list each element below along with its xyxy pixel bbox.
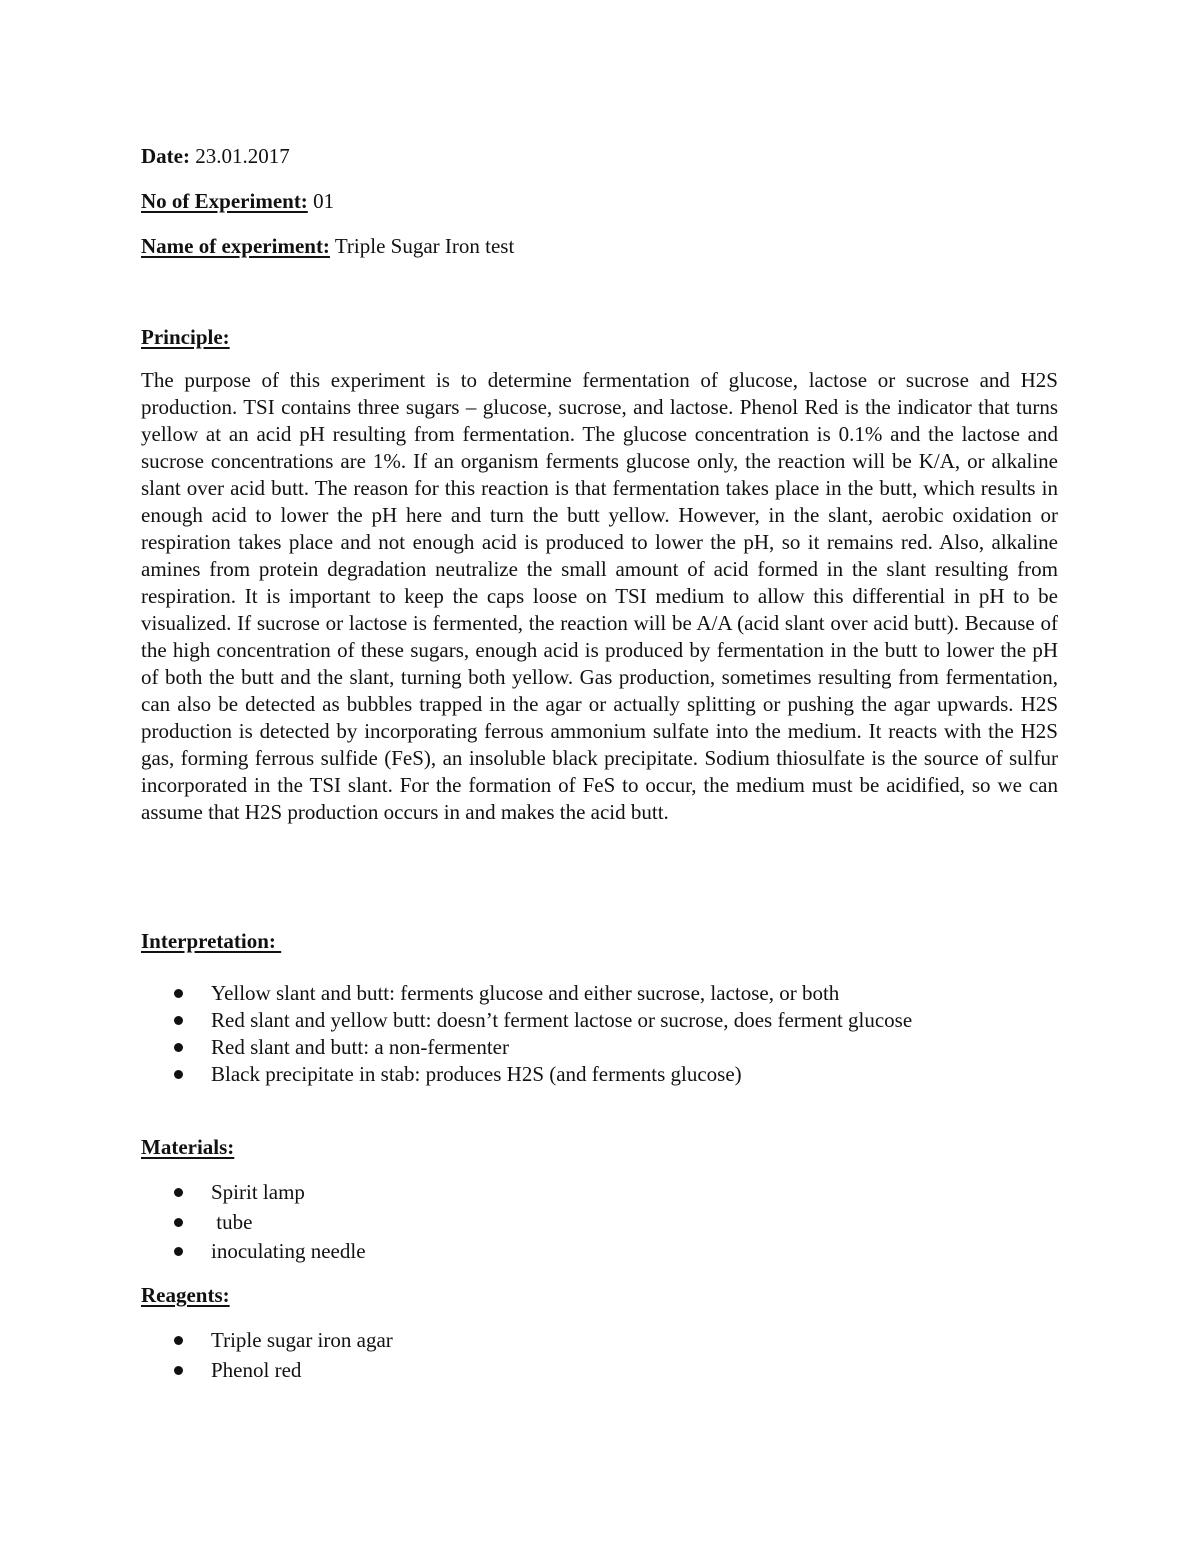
list-item: Phenol red [141, 1356, 393, 1386]
bullet-icon [174, 1336, 183, 1345]
experiment-name-line [141, 233, 514, 259]
bullet-icon [174, 989, 183, 998]
list-item: tube [141, 1208, 366, 1238]
interpretation-heading: Interpretation: [141, 929, 282, 953]
bullet-icon [174, 1043, 183, 1052]
bullet-icon [174, 1016, 183, 1025]
list-item: Red slant and yellow butt: doesn’t ferment lactose or sucrose, does ferment glucose [141, 1007, 912, 1034]
principle-paragraph: The purpose of this experiment is to determine fermentation of glucose, lactose or sucrose and H2S production. TSI contains three sugars – glucose, sucrose, and lactose. Phenol Red is the indicator that turns yellow at an acid pH resulting from fermentation. The glucose concentration is 0.1% and the lactose and sucrose concentrations are 1%. If an organism ferments glucose only, the reaction will be K/A, or alkaline slant over acid butt. The reason for this reaction is that fermentation takes place in the butt, which results in enough acid to lower the pH here and turn the butt yellow. However, in the slant, aerobic oxidation or respiration takes place and not enough acid is produced to lower the pH, so it remains red. Also, alkaline amines from protein degradation neutralize the small amount of acid formed in the slant resulting from respiration. It is important to keep the caps loose on TSI medium to allow this differential in pH to be visualized. If sucrose or lactose is fermented, the reaction will be A/A (acid slant over acid butt). Because of the high concentration of these sugars, enough acid is produced by fermentation in the butt to lower the pH of both the butt and the slant, turning both yellow. Gas production, sometimes resulting from fermentation, can also be detected as bubbles trapped in the agar or actually splitting or pushing the agar upwards. H2S production is detected by incorporating ferrous ammonium sulfate into the medium. It reacts with the H2S gas, forming ferrous sulfide (FeS), an insoluble black precipitate. Sodium thiosulfate is the source of sulfur incorporated in the TSI slant. For the formation of FeS to occur, the medium must be acidified, so we can assume that H2S production occurs in and makes the acid butt. [141, 368, 1058, 824]
experiment-number-label: No of Experiment: [141, 189, 308, 213]
list-item: Red slant and butt: a non-fermenter [141, 1034, 912, 1061]
materials-list [141, 1178, 366, 1267]
reagents-heading: Reagents: [141, 1283, 230, 1307]
bullet-icon [174, 1366, 183, 1375]
reagents-list [141, 1326, 393, 1385]
experiment-name-label: Name of experiment: [141, 234, 330, 258]
list-item: Spirit lamp [141, 1178, 366, 1208]
bullet-icon [174, 1070, 183, 1079]
date-value: 23.01.2017 [195, 144, 290, 168]
interpretation-list [141, 980, 912, 1088]
list-item: Yellow slant and butt: ferments glucose and either sucrose, lactose, or both [141, 980, 912, 1007]
bullet-icon [174, 1247, 183, 1256]
list-item: Triple sugar iron agar [141, 1326, 393, 1356]
list-item: inoculating needle [141, 1237, 366, 1267]
date-line [141, 143, 290, 169]
experiment-number-value: 01 [313, 189, 335, 213]
date-label: Date: [141, 144, 190, 168]
experiment-name-value: Triple Sugar Iron test [334, 234, 515, 258]
materials-heading: Materials: [141, 1135, 235, 1159]
bullet-icon [174, 1188, 183, 1197]
principle-heading: Principle: [141, 325, 230, 349]
list-item: Black precipitate in stab: produces H2S (and ferments glucose) [141, 1061, 912, 1088]
bullet-icon [174, 1218, 183, 1227]
experiment-number-line [141, 188, 334, 214]
